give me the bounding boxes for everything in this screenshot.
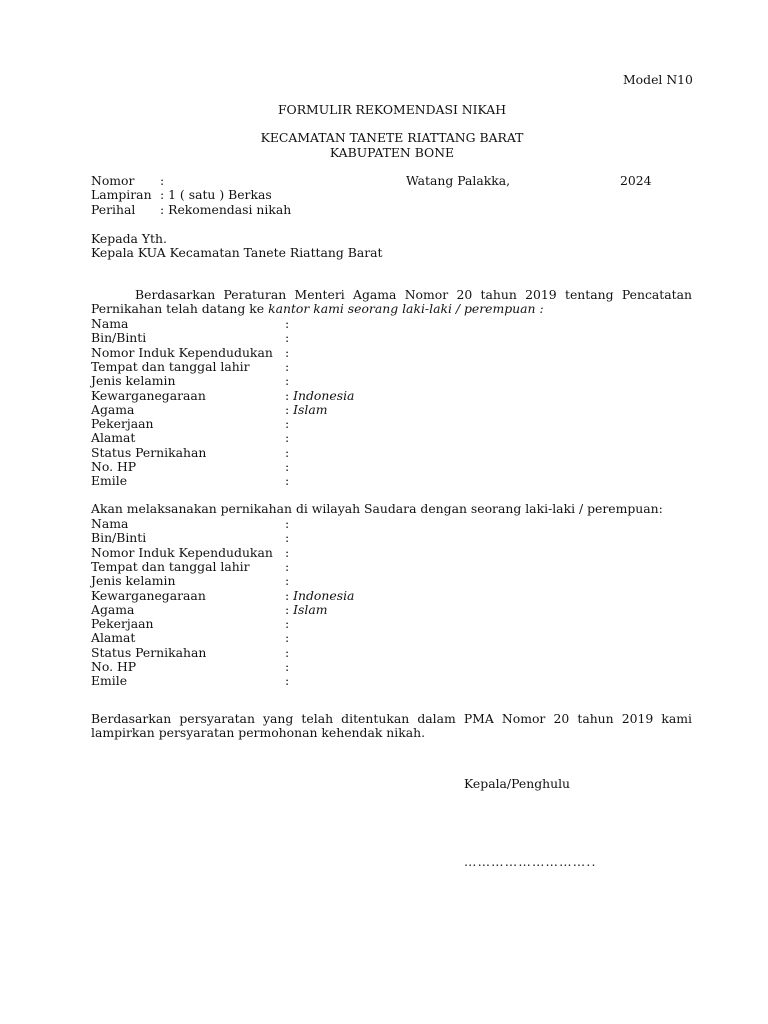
field-label: Nomor Induk Kependudukan	[91, 344, 273, 360]
field-label: Status Pernikahan	[91, 444, 207, 460]
second-intro: Akan melaksanakan pernikahan di wilayah Saudara dengan seorang laki-laki / perempuan:	[91, 501, 663, 516]
field-colon: :	[285, 444, 290, 460]
field-colon: :	[285, 401, 294, 417]
field-label: Emile	[91, 673, 128, 689]
field-label: Agama	[91, 401, 135, 417]
nomor-label: Nomor	[91, 173, 135, 188]
field-colon: :	[285, 673, 290, 689]
field-label: Nomor Induk Kependudukan	[91, 544, 273, 560]
kabupaten-heading: KABUPATEN BONE	[329, 145, 455, 160]
field-label: Alamat	[91, 630, 136, 646]
field-colon: :	[285, 516, 290, 531]
field-colon: :	[285, 344, 290, 360]
field-value	[285, 374, 289, 388]
field-value	[285, 331, 289, 345]
field-value	[285, 431, 289, 445]
field-value	[285, 474, 289, 488]
field-colon: :	[285, 387, 294, 403]
field-colon: :	[285, 373, 290, 389]
field-colon: :	[285, 616, 290, 632]
field-label: Pekerjaan	[91, 616, 154, 632]
kecamatan-heading: KECAMATAN TANETE RIATTANG BARAT	[260, 130, 524, 145]
field-value	[285, 517, 289, 531]
field-value-text: Islam	[293, 401, 328, 417]
field-colon: :	[285, 416, 290, 432]
field-value	[285, 617, 289, 631]
field-colon: :	[285, 587, 294, 603]
field-label: Agama	[91, 601, 135, 617]
field-value	[285, 646, 289, 660]
field-value-text: Indonesia	[293, 587, 355, 603]
signatory-title: Kepala/Penghulu	[464, 776, 571, 791]
lampiran-label: Lampiran	[91, 187, 152, 202]
field-value	[285, 603, 327, 617]
field-colon: :	[285, 573, 290, 589]
field-colon: :	[285, 473, 290, 489]
field-label: Jenis kelamin	[91, 373, 176, 389]
place-date: Watang Palakka,	[406, 173, 511, 188]
field-label: Alamat	[91, 430, 136, 446]
field-value	[285, 460, 289, 474]
intro-italic-text: kantor kami seorang laki-laki / perempuan :	[268, 301, 544, 317]
field-label: Kewarganegaraan	[91, 387, 206, 403]
field-label: Nama	[91, 516, 129, 531]
field-label: Jenis kelamin	[91, 573, 176, 589]
field-label: No. HP	[91, 659, 137, 674]
nomor-value: :	[160, 173, 165, 188]
perihal-value: : Rekomendasi nikah	[160, 202, 292, 217]
field-label: Kewarganegaraan	[91, 587, 206, 603]
field-label: Emile	[91, 473, 128, 489]
field-value	[285, 546, 289, 560]
field-value	[285, 446, 289, 460]
field-value	[285, 674, 289, 688]
signature-line: ………………………..	[464, 854, 597, 869]
closing-paragraph: Berdasarkan persyaratan yang telah ditentukan dalam PMA Nomor 20 tahun 2019 kami lampirkan persyaratan permohonan kehendak nikah.	[91, 711, 692, 741]
field-colon: :	[285, 530, 290, 546]
field-value	[285, 589, 354, 603]
lampiran-value: : 1 ( satu ) Berkas	[160, 187, 272, 202]
field-colon: :	[285, 544, 290, 560]
field-colon: :	[285, 358, 290, 374]
field-label: Bin/Binti	[91, 330, 147, 346]
field-value	[285, 531, 289, 545]
field-value	[285, 317, 289, 331]
field-value-text: Indonesia	[293, 387, 355, 403]
field-label: Bin/Binti	[91, 530, 147, 546]
recipient-name: Kepala KUA Kecamatan Tanete Riattang Barat	[91, 245, 383, 260]
model-number: Model N10	[623, 72, 693, 87]
document-title: FORMULIR REKOMENDASI NIKAH	[277, 102, 507, 117]
field-value	[285, 660, 289, 674]
field-label: Pekerjaan	[91, 416, 154, 432]
field-colon: :	[285, 558, 290, 574]
field-value	[285, 360, 289, 374]
field-value	[285, 389, 354, 403]
perihal-label: Perihal	[91, 202, 136, 217]
year: 2024	[620, 173, 652, 188]
field-label: No. HP	[91, 459, 137, 474]
field-colon: :	[285, 459, 290, 474]
field-colon: :	[285, 601, 294, 617]
field-label: Nama	[91, 316, 129, 331]
intro-paragraph	[91, 288, 692, 317]
field-colon: :	[285, 630, 290, 646]
intro-text: Berdasarkan Peraturan Menteri Agama Nomor 20 tahun 2019 tentang Pencatatan Pernikahan telah datang ke	[91, 287, 692, 317]
field-value	[285, 417, 289, 431]
field-value	[285, 403, 327, 417]
field-label: Tempat dan tanggal lahir	[91, 558, 250, 574]
field-label: Tempat dan tanggal lahir	[91, 358, 250, 374]
field-value	[285, 560, 289, 574]
field-colon: :	[285, 330, 290, 346]
field-colon: :	[285, 316, 290, 331]
field-colon: :	[285, 659, 290, 674]
field-value	[285, 346, 289, 360]
field-colon: :	[285, 430, 290, 446]
field-value	[285, 631, 289, 645]
field-colon: :	[285, 644, 290, 660]
field-label: Status Pernikahan	[91, 644, 207, 660]
field-value	[285, 574, 289, 588]
field-value-text: Islam	[293, 601, 328, 617]
recipient-salutation: Kepada Yth.	[91, 231, 167, 246]
